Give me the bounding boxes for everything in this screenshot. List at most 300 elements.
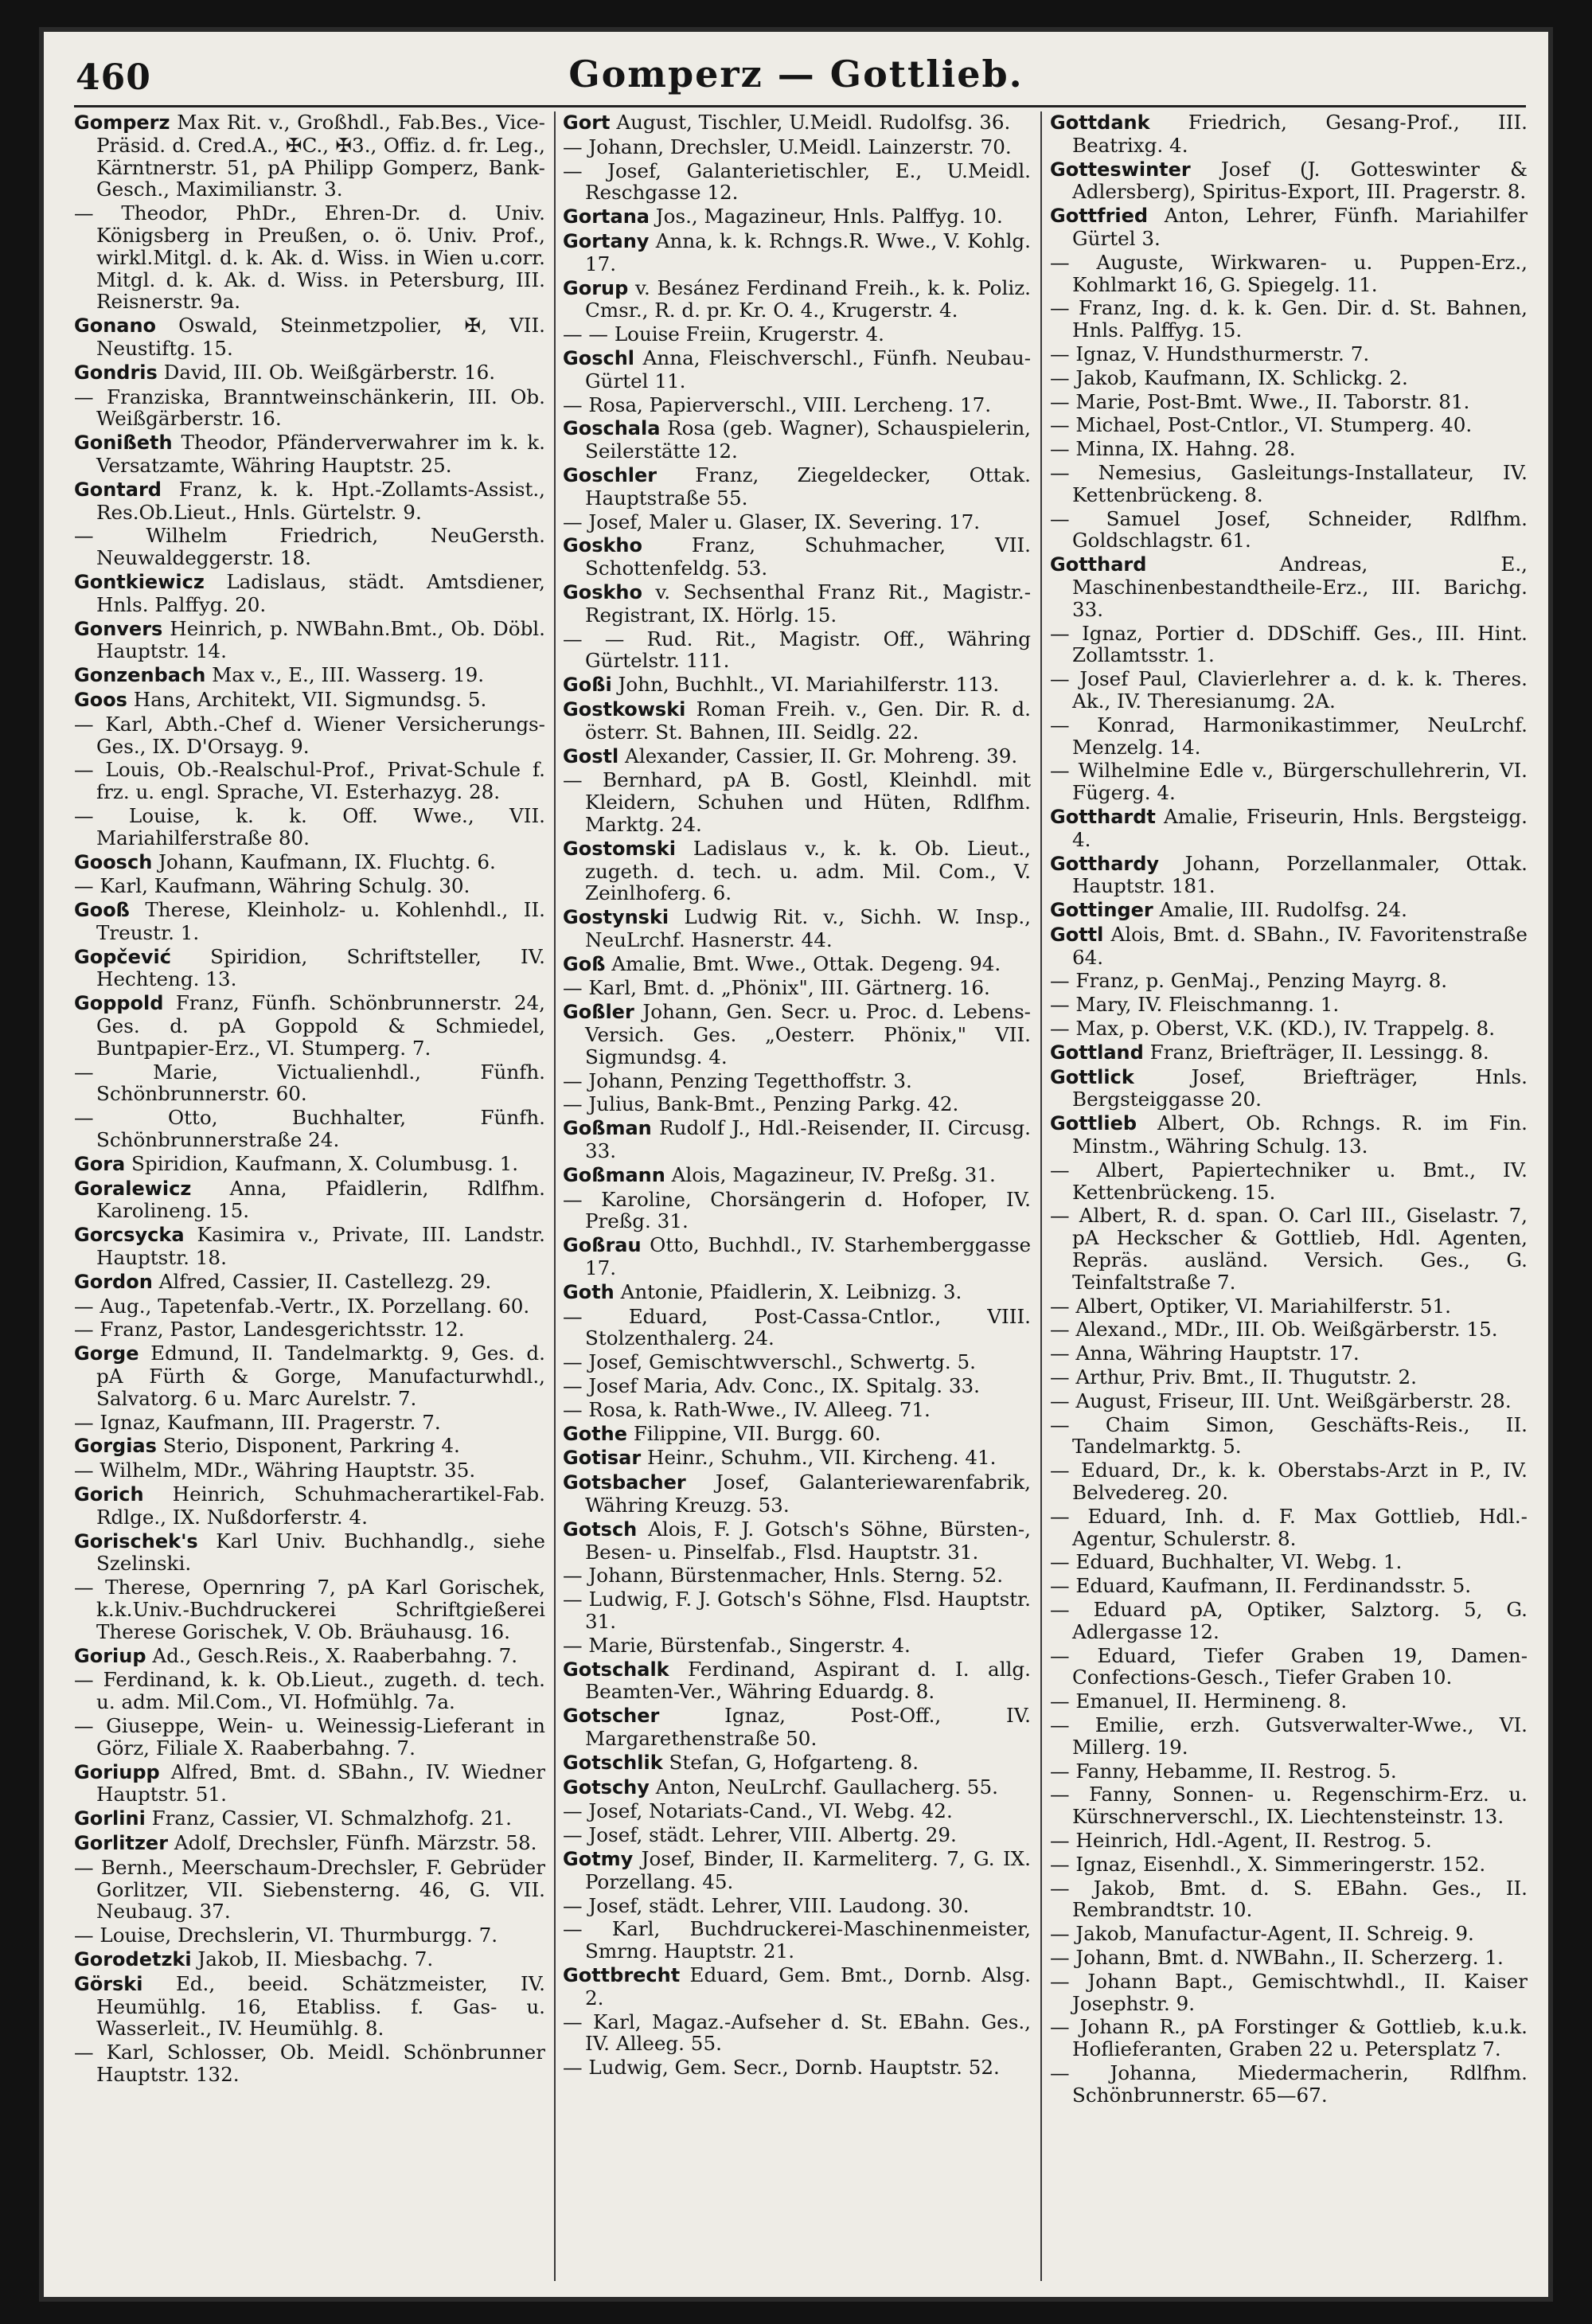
entry-text: Sterio, Disponent, Parkring 4.: [156, 1434, 460, 1458]
entry-surname: Gooß: [74, 899, 130, 922]
entry-text: — Karl, Bmt. d. „Phönix", III. Gärtnerg. 16.: [563, 976, 990, 1000]
entry-text: — Marie, Post-Bmt. Wwe., II. Taborstr. 81.: [1050, 389, 1470, 413]
entry-text: Anna, k. k. Rchngs.R. Wwe., V. Kohlg. 17.: [585, 228, 1031, 275]
entry-text: — Josef, Maler u. Glaser, IX. Severing. 17.: [563, 510, 981, 533]
entry-text: — Rosa, k. Rath-Wwe., IV. Alleeg. 71.: [563, 1397, 931, 1421]
entry-text: — Ferdinand, k. k. Ob.Lieut., zugeth. d. tech. u. adm. Mil.Com., VI. Hofmühlg. 7a.: [74, 1668, 545, 1714]
directory-entry: [1050, 158, 1528, 204]
directory-entry: [563, 136, 1031, 158]
column-right: [1050, 111, 1528, 2281]
entry-text: — Samuel Josef, Schneider, Rdlfhm. Goldschlagstr. 61.: [1050, 506, 1528, 553]
entry-surname: Gotthardy: [1050, 852, 1160, 875]
entry-surname: Gonzenbach: [74, 664, 206, 687]
directory-entry: [563, 1164, 1031, 1187]
entry-surname: Goosch: [74, 850, 153, 873]
entry-text: Ad., Gesch.Reis., X. Raaberbahng. 7.: [146, 1643, 518, 1667]
entry-surname: Gotsbacher: [563, 1471, 686, 1494]
entry-text: Franz, Briefträger, II. Lessingg. 8.: [1143, 1040, 1489, 1064]
entry-text: Spiridion, Kaufmann, X. Columbusg. 1.: [125, 1151, 519, 1175]
directory-entry: [563, 1635, 1031, 1657]
directory-entry: [74, 1669, 545, 1713]
entry-surname: Goßi: [563, 674, 612, 697]
entry-surname: Gopčević: [74, 945, 171, 968]
directory-entry: [74, 1435, 545, 1458]
entry-surname: Goß: [563, 952, 606, 975]
directory-entry: [74, 992, 545, 1059]
directory-entry: [1050, 297, 1528, 342]
entry-text: Jos., Magazineur, Hnls. Palffyg. 10.: [649, 205, 1003, 228]
directory-page: [44, 32, 1548, 2297]
entry-text: — Louise, k. k. Off. Wwe., VII. Mariahilferstraße 80.: [74, 803, 545, 850]
directory-entry: [74, 1807, 545, 1830]
column-left: [74, 111, 545, 2281]
directory-entry: [1050, 1599, 1528, 1643]
entry-text: — Theodor, PhDr., Ehren-Dr. d. Univ. Königsberg in Preußen, o. ö. Univ. Prof., wirkl.Mitgl. d. k. Ak. d. Wiss. in Wien u.corr. Mitgl. d. k. Ak. d. Wiss. in Petersburg, III. Reisnerstr. 9a.: [74, 201, 545, 314]
entry-text: Max Rit. v., Großhdl., Fab.Bes., Vice-Präsid. d. Cred.A., ✠C., ✠3., Offiz. d. fr. Leg., Kärntnerstr. 51, pA Philipp Gomperz, Bank-Gesch., Maximilianstr. 3.: [96, 111, 545, 201]
entry-text: David, III. Ob. Weißgärberstr. 16.: [157, 360, 496, 384]
header-rule: [74, 105, 1526, 107]
entry-text: Spiridion, Schriftsteller, IV. Hechteng. 13.: [96, 944, 545, 991]
entry-text: — Karl, Schlosser, Ob. Meidl. Schönbrunner Hauptstr. 132.: [74, 2041, 545, 2086]
directory-entry: [563, 464, 1031, 510]
entry-text: Alfred, Bmt. d. SBahn., IV. Wiedner Hauptstr. 51.: [96, 1760, 545, 1806]
entry-text: — Johann Bapt., Gemischtwhdl., II. Kaiser Josephstr. 9.: [1050, 1969, 1528, 2015]
entry-text: Kasimira v., Private, III. Landstr. Hauptstr. 18.: [96, 1223, 545, 1270]
directory-entry: [563, 2056, 1031, 2079]
directory-entry: [1050, 1923, 1528, 1945]
entry-text: Anna, Fleischverschl., Fünfh. Neubau-Gürtel 11.: [585, 346, 1031, 393]
entry-text: Franz, Fünfh. Schönbrunnerstr. 24, Ges. d. pA Goppold & Schmiedel, Buntpapier-Erz., VI. Stumperg. 7.: [96, 991, 545, 1060]
page-number: 460: [76, 57, 151, 98]
directory-entry: [563, 1447, 1031, 1470]
entry-text: — August, Friseur, III. Unt. Weißgärberstr. 28.: [1050, 1389, 1512, 1412]
entry-text: Josef (J. Gotteswinter & Adlersberg), Spiritus-Export, III. Pragerstr. 8.: [1072, 157, 1528, 204]
entry-surname: Gorge: [74, 1342, 139, 1365]
directory-entry: [1050, 1877, 1528, 1922]
directory-entry: [74, 432, 545, 477]
entry-text: — Eduard, Tiefer Graben 19, Damen-Confections-Gesch., Tiefer Graben 10.: [1050, 1643, 1528, 1689]
directory-entry: [74, 713, 545, 758]
directory-entry: [74, 1483, 545, 1529]
entry-surname: Gottdank: [1050, 111, 1150, 134]
directory-entry: [1050, 668, 1528, 713]
entry-text: Ignaz, Post-Off., IV. Margarethenstraße 50.: [585, 1704, 1031, 1750]
directory-entry: [563, 1471, 1031, 1517]
directory-entry: [74, 899, 545, 944]
entry-surname: Gotisar: [563, 1447, 642, 1470]
entry-surname: Goschler: [563, 463, 657, 486]
directory-entry: [74, 1948, 545, 1971]
entry-surname: Gotscher: [563, 1705, 660, 1728]
entry-text: Ludwig Rit. v., Sichh. W. Insp., NeuLrchf. Hasnerstr. 44.: [585, 905, 1031, 951]
entry-text: — Wilhelm, MDr., Währing Hauptstr. 35.: [74, 1459, 476, 1482]
entry-text: — Johann R., pA Forstinger & Gottlieb, k.u.k. Hoflieferanten, Graben 22 u. Petersplatz 7.: [1050, 2015, 1528, 2061]
directory-entry: [74, 759, 545, 803]
entry-surname: Gorgias: [74, 1435, 157, 1458]
entry-surname: Gora: [74, 1152, 126, 1175]
column-middle: [563, 111, 1031, 2281]
entry-surname: Gostomski: [563, 837, 676, 860]
directory-entry: [1050, 414, 1528, 436]
entry-surname: Görski: [74, 1972, 143, 1995]
directory-entry: [1050, 899, 1528, 922]
entry-text: — — Louise Freiin, Krugerstr. 4.: [563, 322, 884, 346]
directory-entry: [563, 1964, 1031, 2010]
entry-surname: Gotschlik: [563, 1751, 663, 1774]
directory-entry: [74, 618, 545, 663]
directory-entry: [1050, 343, 1528, 365]
directory-entry: [563, 511, 1031, 533]
directory-entry: [563, 1281, 1031, 1304]
entry-text: Therese, Kleinholz- u. Kohlenhdl., II. Treustr. 1.: [96, 898, 545, 944]
directory-entry: [563, 698, 1031, 744]
directory-entry: [74, 571, 545, 616]
directory-entry: [1050, 853, 1528, 898]
entry-text: — Heinrich, Hdl.-Agent, II. Restrog. 5.: [1050, 1828, 1432, 1852]
entry-surname: Gostynski: [563, 906, 669, 929]
directory-entry: [1050, 1690, 1528, 1713]
directory-entry: [563, 205, 1031, 228]
directory-entry: [563, 1375, 1031, 1397]
directory-entry: [74, 1924, 545, 1947]
directory-entry: [1050, 760, 1528, 804]
entry-surname: Gotsch: [563, 1517, 638, 1541]
entry-surname: Gorlitzer: [74, 1831, 169, 1854]
column-divider: [554, 111, 556, 2281]
directory-entry: [1050, 391, 1528, 413]
directory-entry: [1050, 714, 1528, 759]
entry-text: — Alexand., MDr., III. Ob. Weißgärberstr. 15.: [1050, 1318, 1498, 1342]
directory-entry: [563, 1189, 1031, 1233]
entry-surname: Goppold: [74, 992, 164, 1015]
entry-text: — Karl, Abth.-Chef d. Wiener Versicherungs-Ges., IX. D'Orsayg. 9.: [74, 712, 545, 758]
directory-entry: [563, 838, 1031, 904]
directory-entry: [563, 417, 1031, 463]
column-divider: [1040, 111, 1042, 2281]
running-title: Gomperz — Gottlieb.: [568, 53, 1024, 96]
directory-entry: [1050, 111, 1528, 157]
directory-entry: [1050, 1390, 1528, 1412]
entry-surname: Gorcsycka: [74, 1224, 185, 1247]
directory-entry: [74, 1832, 545, 1855]
directory-entry: [74, 1857, 545, 1923]
entry-surname: Gorich: [74, 1483, 144, 1506]
entry-text: Amalie, Friseurin, Hnls. Bergsteigg. 4.: [1072, 804, 1528, 851]
entry-text: Karl Univ. Buchhandlg., siehe Szelinski.: [96, 1529, 545, 1576]
directory-entry: [1050, 970, 1528, 992]
entry-text: — Eduard, Kaufmann, II. Ferdinandsstr. 5.: [1050, 1574, 1472, 1598]
directory-entry: [563, 111, 1031, 135]
entry-text: Theodor, Pfänderverwahrer im k. k. Versatzamte, Währing Hauptstr. 25.: [96, 431, 545, 477]
directory-entry: [1050, 994, 1528, 1016]
entry-surname: Gontkiewicz: [74, 570, 205, 593]
entry-surname: Gordon: [74, 1270, 153, 1293]
directory-entry: [1050, 1971, 1528, 2015]
entry-text: — Bernhard, pA B. Gostl, Kleinhdl. mit Kleidern, Schuhen und Hüten, Rdlfhm. Marktg. 24.: [563, 768, 1031, 836]
directory-entry: [563, 323, 1031, 346]
entry-text: — Karl, Magaz.-Aufseher d. St. EBahn. Ges., IV. Alleeg. 55.: [563, 2010, 1031, 2056]
directory-entry: [1050, 1506, 1528, 1550]
directory-entry: [1050, 1112, 1528, 1158]
entry-surname: Gotthard: [1050, 553, 1147, 576]
entry-text: — Michael, Post-Cntlor., VI. Stumperg. 40.: [1050, 413, 1473, 437]
entry-text: Roman Freih. v., Gen. Dir. R. d. österr. St. Bahnen, III. Seidlg. 22.: [585, 697, 1031, 744]
entry-text: — Karl, Kaufmann, Währing Schulg. 30.: [74, 874, 470, 898]
directory-entry: [74, 875, 545, 897]
directory-entry: [1050, 1459, 1528, 1504]
directory-entry: [563, 1918, 1031, 1963]
entry-surname: Goßman: [563, 1117, 652, 1140]
entry-text: Ladislaus v., k. k. Ob. Lieut., zugeth. d. tech. u. adm. Mil. Com., V. Zeinlhoferg. 6.: [585, 836, 1031, 905]
entry-text: — Wilhelmine Edle v., Bürgerschullehrerin, VI. Fügerg. 4.: [1050, 759, 1528, 805]
entry-text: Josef, Binder, II. Karmeliterg. 7, G. IX. Porzellang. 45.: [585, 1846, 1031, 1893]
entry-text: — Josef Paul, Clavierlehrer a. d. k. k. Theres. Ak., IV. Theresianumg. 2A.: [1050, 667, 1528, 713]
entry-surname: Goos: [74, 688, 127, 711]
entry-surname: Gortana: [563, 205, 650, 228]
entry-text: — Auguste, Wirkwaren- u. Puppen-Erz., Kohlmarkt 16, G. Spiegelg. 11.: [1050, 250, 1528, 296]
directory-entry: [1050, 1760, 1528, 1783]
entry-text: — Arthur, Priv. Bmt., II. Thugutstr. 2.: [1050, 1365, 1417, 1389]
entry-text: Anton, Lehrer, Fünfh. Mariahilfer Gürtel 3.: [1072, 204, 1528, 250]
directory-entry: [563, 674, 1031, 697]
directory-entry: [1050, 1205, 1528, 1293]
directory-entry: [563, 1705, 1031, 1750]
entry-surname: Goralewicz: [74, 1177, 192, 1200]
directory-entry: [1050, 1066, 1528, 1111]
directory-entry: [1050, 1366, 1528, 1389]
directory-entry: [563, 534, 1031, 580]
entry-text: — Emilie, erzh. Gutsverwalter-Wwe., VI. Millerg. 19.: [1050, 1713, 1528, 1759]
directory-entry: [563, 1752, 1031, 1775]
directory-entry: [1050, 924, 1528, 969]
directory-entry: [1050, 1041, 1528, 1064]
entry-text: Rudolf J., Hdl.-Reisender, II. Circusg. 33.: [585, 1116, 1031, 1163]
directory-entry: [563, 953, 1031, 976]
entry-surname: Gontard: [74, 478, 162, 501]
entry-text: Edmund, II. Tandelmarktg. 9, Ges. d. pA Fürth & Gorge, Manufacturwhdl., Salvatorg. 6 u. Marc Aurelstr. 7.: [96, 1342, 545, 1410]
entry-text: — Louise, Drechslerin, VI. Thurmburgg. 7.: [74, 1924, 498, 1947]
directory-entry: [1050, 1159, 1528, 1204]
directory-entry: [74, 202, 545, 313]
entry-text: — Jakob, Bmt. d. S. EBahn. Ges., II. Rembrandtstr. 10.: [1050, 1876, 1528, 1922]
entry-text: — Eduard, Dr., k. k. Oberstabs-Arzt in P., IV. Belvedereg. 20.: [1050, 1459, 1528, 1505]
entry-surname: Goskho: [563, 580, 643, 603]
directory-entry: [1050, 1783, 1528, 1828]
entry-text: — Franziska, Branntweinschänkerin, III. Ob. Weißgärberstr. 16.: [74, 385, 545, 431]
entry-text: — Albert, R. d. span. O. Carl III., Giselastr. 7, pA Heckscher & Gottlieb, Hdl. Agenten, Repräs. ausländ. Versich. Ges., G. Teinfaltstraße 7.: [1050, 1204, 1528, 1294]
directory-entry: [74, 525, 545, 569]
entry-text: Heinr., Schuhm., VII. Kircheng. 41.: [641, 1446, 997, 1470]
entry-text: — Josef, Notariats-Cand., VI. Webg. 42.: [563, 1799, 953, 1823]
entry-text: Franz, Cassier, VI. Schmalzhofg. 21.: [145, 1806, 512, 1830]
directory-entry: [1050, 2016, 1528, 2060]
directory-entry: [563, 347, 1031, 393]
entry-text: Franz, Schuhmacher, VII. Schottenfeldg. 53.: [585, 533, 1031, 580]
directory-entry: [1050, 1853, 1528, 1876]
entry-text: — Mary, IV. Fleischmanng. 1.: [1050, 993, 1340, 1017]
directory-entry: [1050, 1551, 1528, 1573]
directory-entry: [1050, 806, 1528, 851]
directory-entry: [74, 478, 545, 524]
directory-entry: [1050, 462, 1528, 506]
entry-text: Franz, k. k. Hpt.-Zollamts-Assist., Res.Ob.Lieut., Hnls. Gürtelstr. 9.: [96, 477, 545, 524]
entry-text: — Ignaz, Portier d. DDSchiff. Ges., III. Hint. Zollamtsstr. 1.: [1050, 621, 1528, 667]
entry-surname: Gostkowski: [563, 697, 686, 721]
directory-entry: [563, 394, 1031, 416]
entry-text: — Karl, Buchdruckerei-Maschinenmeister, Smrng. Hauptstr. 21.: [563, 1917, 1031, 1963]
directory-entry: [74, 1178, 545, 1223]
entry-text: — Albert, Optiker, VI. Mariahilferstr. 51.: [1050, 1294, 1451, 1318]
directory-entry: [1050, 2062, 1528, 2107]
directory-entry: [74, 1295, 545, 1318]
entry-surname: Gorup: [563, 276, 629, 299]
entry-text: Anton, NeuLrchf. Gaullacherg. 55.: [649, 1775, 998, 1799]
entry-surname: Gomperz: [74, 111, 170, 134]
entry-text: — Eduard, Buchhalter, VI. Webg. 1.: [1050, 1550, 1403, 1574]
directory-entry: [1050, 1714, 1528, 1759]
entry-text: — Ludwig, F. J. Gotsch's Söhne, Flsd. Hauptstr. 31.: [563, 1588, 1031, 1633]
entry-text: — Johann, Bürstenmacher, Hnls. Sterng. 52.: [563, 1564, 1004, 1588]
entry-text: — Josef, Galanterietischler, E., U.Meidl. Reschgasse 12.: [563, 158, 1031, 205]
directory-entry: [74, 1459, 545, 1482]
directory-entry: [563, 1093, 1031, 1115]
directory-entry: [1050, 1017, 1528, 1040]
entry-text: — Therese, Opernring 7, pA Karl Gorischek, k.k.Univ.-Buchdruckerei Schriftgießerei Therese Gorischek, V. Ob. Bräuhausg. 16.: [74, 1576, 545, 1643]
entry-surname: Goßmann: [563, 1163, 665, 1186]
directory-entry: [563, 1518, 1031, 1564]
directory-entry: [1050, 1947, 1528, 1969]
directory-entry: [74, 111, 545, 201]
directory-entry: [563, 1351, 1031, 1373]
directory-entry: [1050, 252, 1528, 296]
entry-surname: Goth: [563, 1280, 615, 1303]
entry-surname: Gottinger: [1050, 899, 1153, 922]
directory-entry: [1050, 1295, 1528, 1318]
entry-text: — Giuseppe, Wein- u. Weinessig-Lieferant in Görz, Filiale X. Raaberbahng. 7.: [74, 1713, 545, 1760]
entry-text: — Eduard, Inh. d. F. Max Gottlieb, Hdl.-Agentur, Schulerstr. 8.: [1050, 1504, 1528, 1550]
entry-text: — Ludwig, Gem. Secr., Dornb. Hauptstr. 52.: [563, 2056, 1000, 2080]
directory-entry: [74, 1530, 545, 1576]
directory-entry: [563, 1070, 1031, 1092]
entry-text: — Otto, Buchhalter, Fünfh. Schönbrunnerstraße 24.: [74, 1106, 545, 1152]
directory-entry: [74, 1153, 545, 1176]
entry-text: Antonie, Pfaidlerin, X. Leibnizg. 3.: [614, 1279, 962, 1303]
entry-surname: Gorischek's: [74, 1529, 198, 1553]
entry-surname: Gottfried: [1050, 205, 1149, 228]
entry-surname: Gorodetzki: [74, 1947, 192, 1971]
entry-text: Alois, Magazineur, IV. Preßg. 31.: [665, 1162, 996, 1186]
directory-entry: [1050, 508, 1528, 553]
entry-surname: Goschala: [563, 417, 661, 440]
directory-entry: [1050, 1342, 1528, 1365]
entry-text: — Marie, Victualienhdl., Fünfh. Schönbrunnerstr. 60.: [74, 1060, 545, 1106]
directory-entry: [74, 1412, 545, 1434]
entry-text: Josef, Briefträger, Hnls. Bergsteiggasse 20.: [1072, 1064, 1528, 1111]
entry-text: Andreas, E., Maschinenbestandtheile-Erz., III. Barichg. 33.: [1072, 553, 1528, 621]
directory-entry: [74, 1715, 545, 1760]
entry-text: v. Besánez Ferdinand Freih., k. k. Poliz. Cmsr., R. d. pr. Kr. O. 4., Krugerstr. 4.: [585, 275, 1031, 322]
entry-text: — Johanna, Miedermacherin, Rdlfhm. Schönbrunnerstr. 65—67.: [1050, 2060, 1528, 2107]
directory-entry: [563, 1800, 1031, 1822]
directory-entry: [563, 1423, 1031, 1446]
entry-text: — Karoline, Chorsängerin d. Hofoper, IV. Preßg. 31.: [563, 1187, 1031, 1233]
entry-text: — Johann, Bmt. d. NWBahn., II. Scherzerg. 1.: [1050, 1945, 1504, 1969]
entry-text: Alois, F. J. Gotsch's Söhne, Bürsten-, Besen- u. Pinselfab., Flsd. Hauptstr. 31.: [585, 1517, 1031, 1564]
directory-entry: [1050, 1414, 1528, 1459]
entry-text: — Johann, Penzing Tegetthoffstr. 3.: [563, 1068, 912, 1092]
directory-entry: [74, 1224, 545, 1269]
directory-entry: [563, 1848, 1031, 1893]
entry-text: Friedrich, Gesang-Prof., III. Beatrixg. 4.: [1072, 111, 1528, 157]
entry-surname: Goßrau: [563, 1234, 642, 1257]
entry-text: — Fanny, Hebamme, II. Restrog. 5.: [1050, 1759, 1397, 1783]
directory-entry: [74, 1342, 545, 1409]
directory-entry: [74, 1576, 545, 1642]
directory-entry: [74, 664, 545, 687]
entry-surname: Gotmy: [563, 1847, 634, 1870]
directory-entry: [1050, 1830, 1528, 1852]
entry-text: John, Buchhlt., VI. Mariahilferstr. 113.: [611, 673, 1000, 697]
entry-text: — Emanuel, II. Hermineng. 8.: [1050, 1689, 1348, 1713]
entry-text: — Jakob, Kaufmann, IX. Schlickg. 2.: [1050, 365, 1408, 389]
entry-text: Heinrich, p. NWBahn.Bmt., Ob. Döbl. Hauptstr. 14.: [96, 616, 545, 663]
entry-text: Amalie, Bmt. Wwe., Ottak. Degeng. 94.: [605, 951, 1001, 975]
entry-surname: Gottland: [1050, 1041, 1144, 1064]
directory-entry: [563, 745, 1031, 768]
directory-entry: [563, 906, 1031, 951]
entry-text: — Josef Maria, Adv. Conc., IX. Spitalg. 33.: [563, 1374, 980, 1398]
entry-surname: Goriup: [74, 1644, 146, 1667]
directory-entry: [74, 361, 545, 385]
columns-area: [74, 111, 1526, 2281]
entry-text: — Nemesius, Gasleitungs-Installateur, IV. Kettenbrückeng. 8.: [1050, 460, 1528, 506]
entry-text: — Franz, p. GenMaj., Penzing Mayrg. 8.: [1050, 969, 1448, 993]
entry-surname: Gotschy: [563, 1775, 650, 1799]
entry-text: — Louis, Ob.-Realschul-Prof., Privat-Schule f. frz. u. engl. Sprache, VI. Esterhazyg. 28.: [74, 758, 545, 804]
entry-text: — — Rud. Rit., Magistr. Off., Währing Gürtelstr. 111.: [563, 627, 1031, 673]
entry-text: Heinrich, Schuhmacherartikel-Fab. Rdlge., IX. Nußdorferstr. 4.: [96, 1482, 545, 1529]
entry-surname: Gotthardt: [1050, 805, 1156, 828]
entry-text: Hans, Architekt, VII. Sigmundsg. 5.: [127, 687, 487, 711]
directory-entry: [563, 230, 1031, 275]
entry-surname: Gonvers: [74, 617, 163, 640]
directory-entry: [74, 386, 545, 431]
entry-surname: Gonißeth: [74, 432, 173, 455]
entry-text: Stefan, G, Hofgarteng. 8.: [662, 1750, 919, 1774]
entry-text: Franz, Ziegeldecker, Ottak. Hauptstraße 55.: [585, 463, 1031, 510]
directory-entry: [563, 769, 1031, 835]
entry-surname: Gotteswinter: [1050, 158, 1191, 181]
entry-text: — Konrad, Harmonikastimmer, NeuLrchf. Menzelg. 14.: [1050, 713, 1528, 759]
entry-text: Rosa (geb. Wagner), Schauspielerin, Seilerstätte 12.: [585, 416, 1031, 463]
entry-text: Johann, Porzellanmaler, Ottak. Hauptstr. 181.: [1072, 851, 1528, 898]
entry-text: Ladislaus, städt. Amtsdiener, Hnls. Palffyg. 20.: [96, 569, 545, 616]
entry-text: Max v., E., III. Wasserg. 19.: [205, 663, 485, 687]
directory-entry: [74, 1271, 545, 1294]
directory-entry: [563, 1234, 1031, 1279]
entry-text: Josef, Galanteriewarenfabrik, Währing Kreuzg. 53.: [585, 1471, 1031, 1517]
entry-text: — Wilhelm Friedrich, NeuGersth. Neuwaldeggerstr. 18.: [74, 524, 545, 570]
entry-surname: Gottlieb: [1050, 1112, 1137, 1135]
entry-text: August, Tischler, U.Meidl. Rudolfsg. 36.: [610, 111, 1011, 134]
entry-text: — Minna, IX. Hahng. 28.: [1050, 437, 1296, 461]
entry-text: Ed., beeid. Schätzmeister, IV. Heumühlg. 16, Etabliss. f. Gas- u. Wasserleit., IV. Heumühlg. 8.: [96, 1971, 545, 2041]
directory-entry: [563, 977, 1031, 999]
directory-entry: [563, 1895, 1031, 1917]
entry-surname: Gort: [563, 111, 611, 134]
directory-entry: [1050, 623, 1528, 667]
entry-surname: Gostl: [563, 744, 619, 768]
